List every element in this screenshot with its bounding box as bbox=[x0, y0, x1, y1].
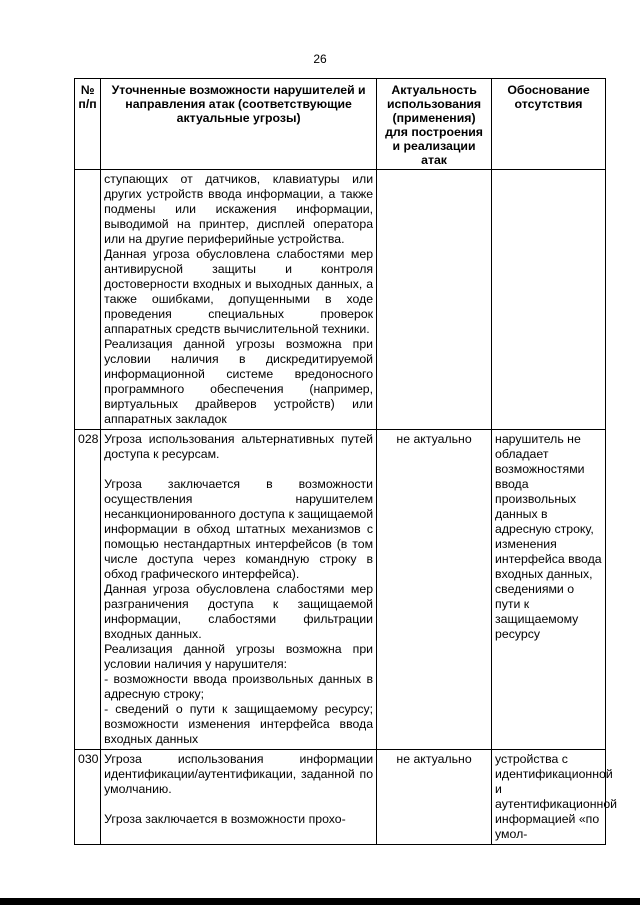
desc-paragraph: Угроза использования информации идентификации/аутентификации, заданной по умолчанию. bbox=[104, 752, 374, 796]
desc-paragraph: ступающих от датчиков, клавиатуры или других устройств ввода информации, а также подмены или искажения информации, выводимой на принтер, дисплей оператора или на другие периферийные устройства. bbox=[104, 172, 374, 246]
desc-paragraph: - сведений о пути к защищаемому ресурсу; возможности изменения интерфейса ввода входных данных bbox=[104, 702, 374, 746]
desc-paragraph: Реализация данной угрозы возможна при условии наличия в дискредитируемой информационной системе вредоносного программного обеспечения (например, виртуальных драйверов устройств) или аппаратных закладок bbox=[104, 337, 374, 426]
table-row bbox=[75, 750, 606, 845]
desc-paragraph: Угроза заключается в возможности осуществления нарушителем несанкционированного доступа к защищаемой информации в обход штатных механизмов с помощью нестандартных интерфейсов (в том числе доступа через командную строку в обход графического интерфейса). bbox=[104, 477, 374, 581]
row-just: устройства с идентификационной и аутентификационной информацией «по умол- bbox=[492, 750, 606, 845]
row-act: не актуально bbox=[377, 430, 492, 750]
header-num: № п/п bbox=[75, 79, 101, 170]
header-act: Актуальность использования (применения) для построения и реализации атак bbox=[377, 79, 492, 170]
scan-bottom-edge bbox=[0, 898, 640, 905]
row-num: 030 bbox=[75, 750, 101, 845]
desc-paragraph: Реализация данной угрозы возможна при условии наличия у нарушителя: bbox=[104, 642, 374, 671]
page-number: 26 bbox=[313, 52, 327, 66]
row-act bbox=[377, 170, 492, 430]
row-act: не актуально bbox=[377, 750, 492, 845]
desc-paragraph: Данная угроза обусловлена слабостями мер разграничения доступа к защищаемой информации, слабостями фильтрации входных данных. bbox=[104, 582, 374, 641]
desc-paragraph: Угроза использования альтернативных путей доступа к ресурсам. bbox=[104, 432, 374, 461]
row-just: нарушитель не обладает возможностями ввода произвольных данных в адресную строку, изменения интерфейса ввода входных данных, сведениями о пути к защищаемому ресурсу bbox=[492, 430, 606, 750]
desc-paragraph: Угроза заключается в возможности прохо- bbox=[104, 812, 346, 826]
header-just: Обоснование отсутствия bbox=[492, 79, 606, 170]
desc-paragraph: Данная угроза обусловлена слабостями мер антивирусной защиты и контроля достоверности входных и выходных данных, а также ошибками, допущенными в ходе проведения специальных проверок аппаратных средств вычислительной техники. bbox=[104, 247, 374, 336]
table-header-row bbox=[75, 79, 606, 170]
row-num bbox=[75, 170, 101, 430]
threats-table bbox=[74, 78, 618, 845]
desc-paragraph: - возможности ввода произвольных данных в адресную строку; bbox=[104, 672, 374, 701]
row-num: 028 bbox=[75, 430, 101, 750]
table-row bbox=[75, 170, 606, 430]
row-desc bbox=[101, 170, 377, 430]
row-desc bbox=[101, 750, 377, 845]
paragraph-gap bbox=[104, 797, 373, 812]
table-row bbox=[75, 430, 606, 750]
row-desc bbox=[101, 430, 377, 750]
header-desc: Уточненные возможности нарушителей и направления атак (соответствующие актуальные угрозы) bbox=[101, 79, 377, 170]
paragraph-gap bbox=[104, 462, 373, 477]
row-just bbox=[492, 170, 606, 430]
